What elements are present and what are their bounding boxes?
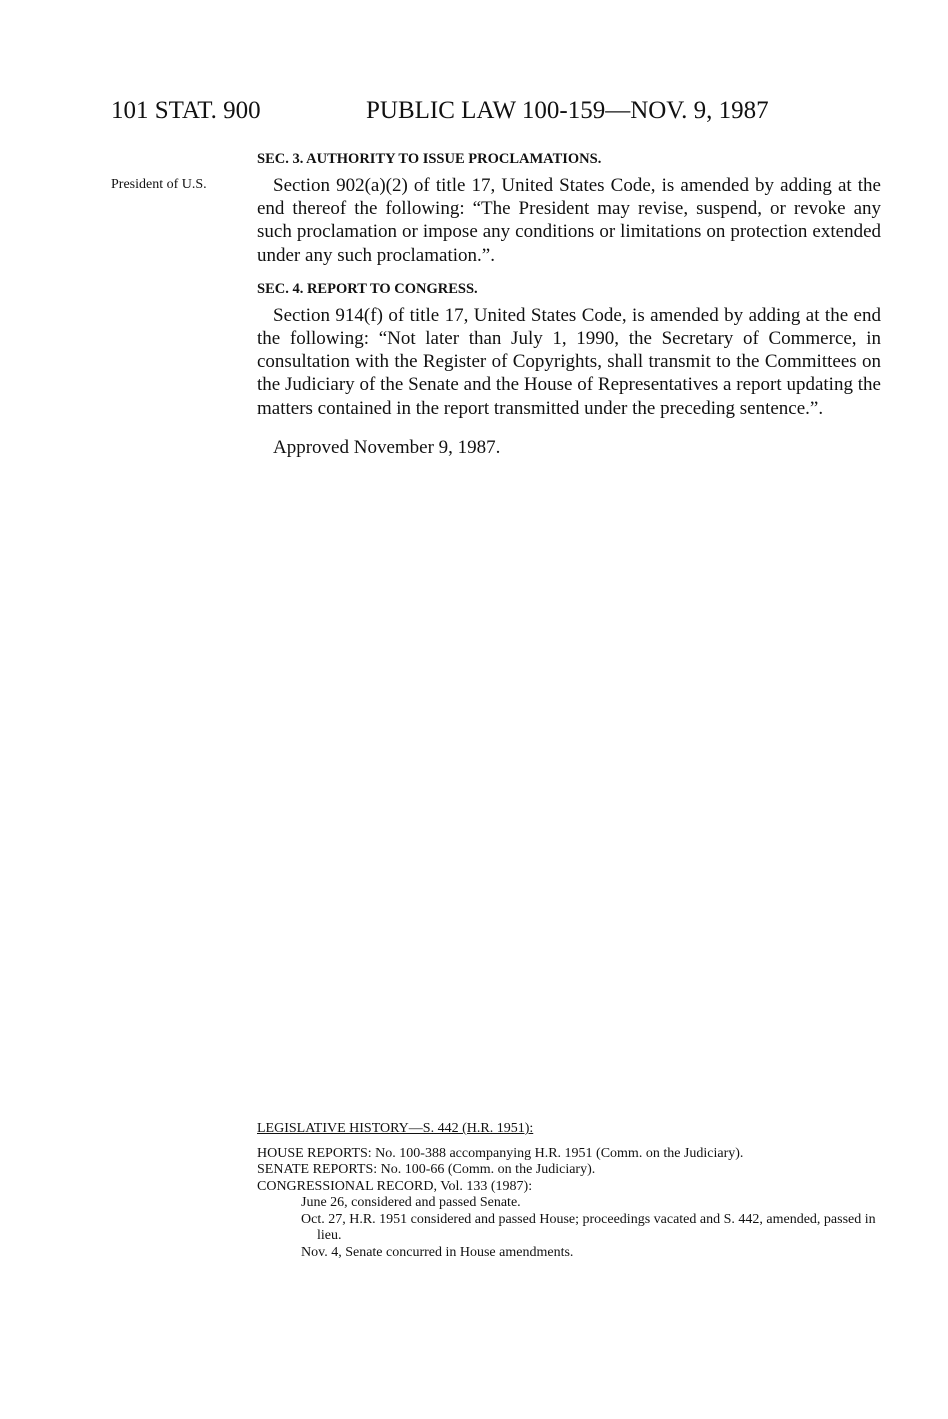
section-4-text: Section 914(f) of title 17, United States Code, is amended by adding at the end the following: “Not later than July 1, 1990, the Secretary of Commerce, in consultation with the Register of Copyrights, shall transmit to the Committees on the Judiciary of the Senate and the House of Representatives a report updating the matters contained in the report transmitted under the preceding sentence.”. xyxy=(257,304,881,419)
legislative-history xyxy=(257,1121,887,1261)
congressional-record: CONGRESSIONAL RECORD, Vol. 133 (1987): xyxy=(257,1178,533,1194)
running-header: PUBLIC LAW 100-159—NOV. 9, 1987 xyxy=(366,97,769,124)
record-entry: June 26, considered and passed Senate. xyxy=(301,1195,521,1210)
margin-note-president: President of U.S. xyxy=(111,177,207,192)
approval-date: Approved November 9, 1987. xyxy=(273,436,501,458)
record-entry: Nov. 4, Senate concurred in House amendments. xyxy=(301,1244,574,1260)
section-3-text: Section 902(a)(2) of title 17, United States Code, is amended by adding at the end thereof the following: “The President may revise, suspend, or revoke any such proclamation or impose any conditions or limitations on protection extended under any such proclamation.”. xyxy=(257,175,881,266)
legislative-history-title: LEGISLATIVE HISTORY—S. 442 (H.R. 1951): xyxy=(257,1121,534,1136)
house-reports: HOUSE REPORTS: No. 100-388 accompanying H.R. 1951 (Comm. on the Judiciary). xyxy=(257,1145,744,1161)
section-3-heading: SEC. 3. AUTHORITY TO ISSUE PROCLAMATIONS. xyxy=(257,151,602,167)
page-citation: 101 STAT. 900 xyxy=(111,97,261,124)
record-entry: Oct. 27, H.R. 1951 considered and passed House; proceedings vacated and S. 442, amended, passed in lieu. xyxy=(301,1211,876,1243)
body-column xyxy=(257,150,881,460)
section-4-heading: SEC. 4. REPORT TO CONGRESS. xyxy=(257,280,478,297)
senate-reports: SENATE REPORTS: No. 100-66 (Comm. on the Judiciary). xyxy=(257,1162,596,1177)
